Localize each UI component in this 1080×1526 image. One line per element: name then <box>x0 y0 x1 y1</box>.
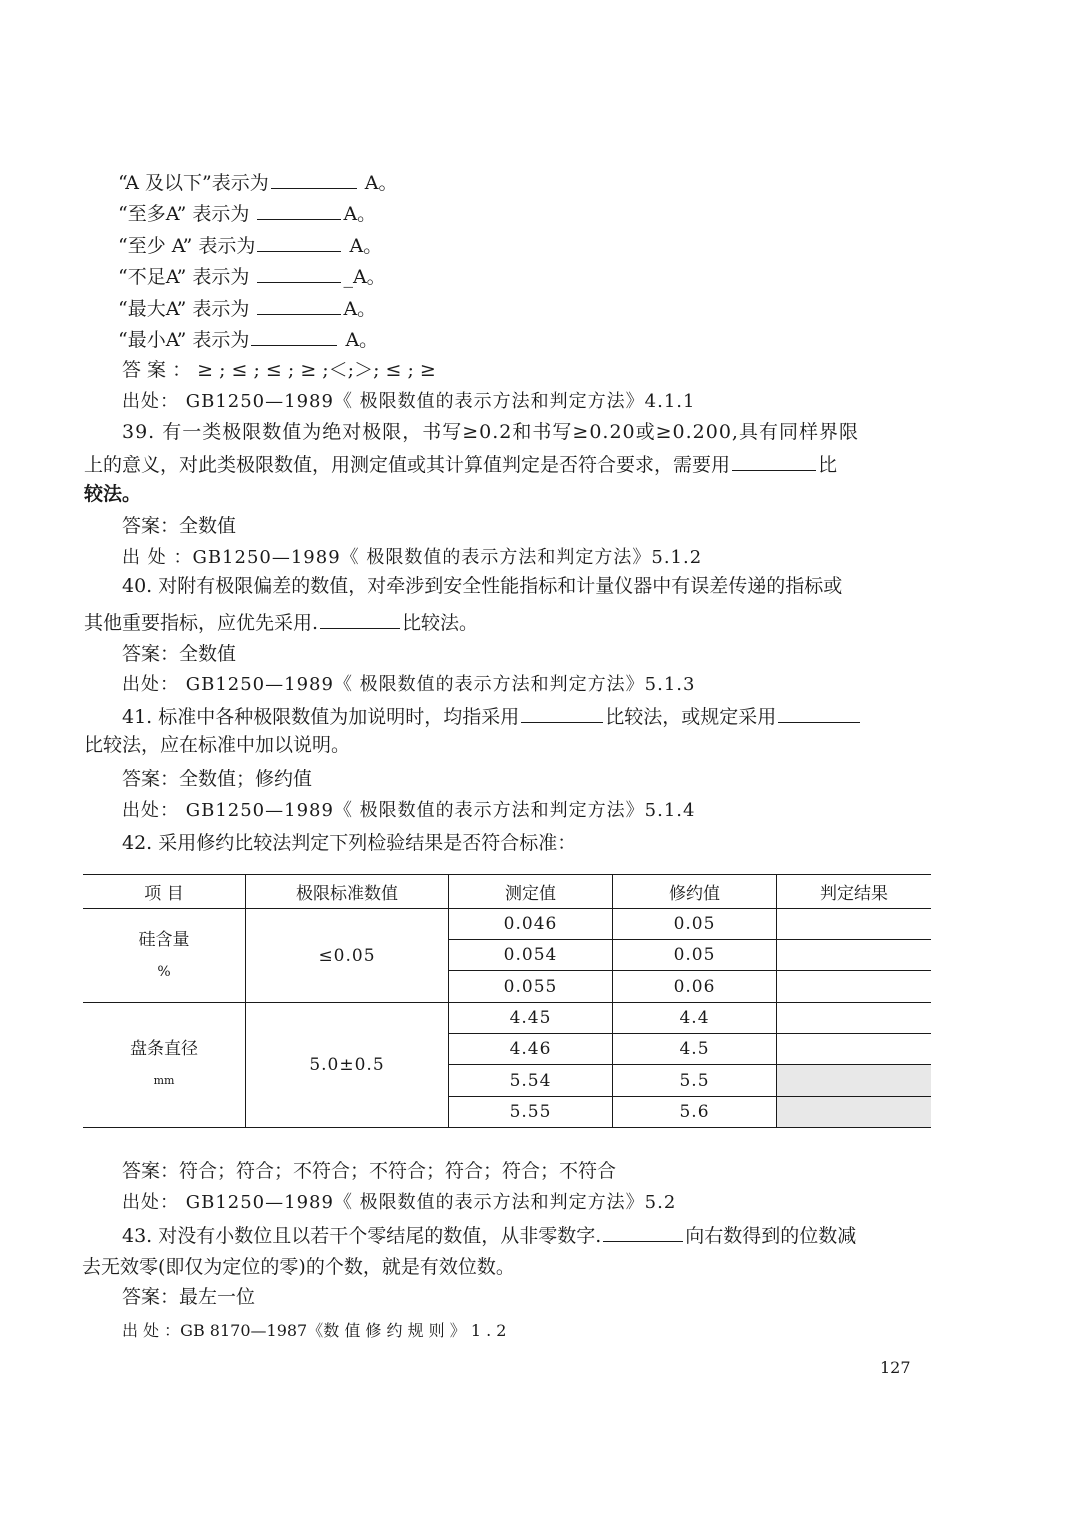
q38-row-3-text: “至少 A” 表示为 <box>118 235 256 257</box>
q41-line-1-text: 41. 标准中各种极限数值为加说明时，均指采用 <box>122 706 520 728</box>
q38-row-1-unit: A。 <box>358 172 398 194</box>
answer-blank[interactable] <box>257 199 341 220</box>
page-number: 127 <box>880 1358 911 1377</box>
q41-line-1 <box>122 702 862 728</box>
answer-blank[interactable] <box>603 1221 683 1242</box>
q38-row-6 <box>118 325 378 351</box>
shaded-cell <box>777 1096 931 1127</box>
q38-row-6-unit: A。 <box>339 329 379 351</box>
group-limit: ≤0.05 <box>318 945 376 966</box>
q38-row-2-text: “至多A” 表示为 <box>118 203 256 225</box>
q40-line-2-text: 其他重要指标，应优先采用. <box>84 612 319 634</box>
rounded-value: 5.5 <box>679 1070 710 1091</box>
q41-source: 出处： GB1250—1989《 极限数值的表示方法和判定方法》5.1.4 <box>122 800 696 821</box>
q38-row-5-unit: A。 <box>343 298 377 320</box>
q38-row-3 <box>118 231 382 257</box>
table-rule <box>83 1127 931 1128</box>
q38-answer: 答 案 ： ≥ ; ≤ ; ≤ ; ≥ ;＜;＞; ≤ ; ≥ <box>122 359 436 381</box>
q41-line-2: 比较法，应在标准中加以说明。 <box>84 734 351 756</box>
q43-line-2: 去无效零(即仅为定位的零)的个数，就是有效位数。 <box>82 1256 515 1278</box>
q39-line-2 <box>84 450 837 476</box>
q43-source: 出 处 ：GB 8170—1987《数 值 修 约 规 则 》 1 . 2 <box>122 1321 507 1340</box>
q40-line-2-tail: 比较法。 <box>402 612 479 634</box>
q38-row-5-text: “最大A” 表示为 <box>118 298 256 320</box>
q38-row-1-text: “A 及以下”表示为 <box>118 172 269 194</box>
group-limit: 5.0±0.5 <box>309 1055 385 1075</box>
q38-row-5 <box>118 294 376 320</box>
q38-row-2-unit: A。 <box>343 203 377 225</box>
rounded-value: 0.06 <box>673 976 716 997</box>
group-item-unit: % <box>157 963 171 980</box>
answer-blank[interactable] <box>271 168 357 189</box>
answer-blank[interactable] <box>257 262 341 283</box>
q38-row-4-text: “不足A” 表示为 <box>118 266 256 288</box>
q40-answer: 答案：全数值 <box>122 643 237 665</box>
shaded-cell <box>777 1065 931 1096</box>
q43-answer: 答案：最左一位 <box>122 1286 256 1308</box>
header-rounded: 修约值 <box>669 884 720 904</box>
q38-row-6-text: “最小A” 表示为 <box>118 329 250 351</box>
measured-value: 4.45 <box>509 1008 552 1028</box>
q39-line-3: 较法。 <box>84 483 142 505</box>
q40-line-1: 40. 对附有极限偏差的数值，对牵涉到安全性能指标和计量仪器中有误差传递的指标或 <box>122 575 843 597</box>
group-item-name: 盘条直径 <box>130 1039 198 1059</box>
q39-answer: 答案：全数值 <box>122 515 237 537</box>
q43-line-1-tail: 向右数得到的位数减 <box>685 1225 857 1247</box>
answer-blank[interactable] <box>320 608 400 629</box>
q40-line-2 <box>84 608 478 634</box>
answer-blank[interactable] <box>257 294 341 315</box>
answer-blank[interactable] <box>257 231 341 252</box>
q42-line-1: 42. 采用修约比较法判定下列检验结果是否符合标准： <box>122 832 577 854</box>
q40-source: 出处： GB1250—1989《 极限数值的表示方法和判定方法》5.1.3 <box>122 674 696 695</box>
rounded-value: 5.6 <box>679 1102 710 1122</box>
q42-answer: 答案：符合；符合；不符合；不符合；符合；符合；不符合 <box>122 1160 617 1182</box>
header-measured: 测定值 <box>505 884 556 904</box>
measured-value: 5.55 <box>509 1102 552 1122</box>
rounded-value: 4.5 <box>679 1039 710 1059</box>
group-item <box>83 909 245 1002</box>
q38-row-1 <box>118 168 398 194</box>
q38-row-4-unit: _A。 <box>343 266 386 288</box>
group-item-unit: mm <box>153 1074 175 1087</box>
answer-blank[interactable] <box>732 450 816 471</box>
measured-value: 0.054 <box>503 945 558 965</box>
answer-blank[interactable] <box>251 325 337 346</box>
rounded-value: 4.4 <box>679 1008 710 1028</box>
answer-blank[interactable] <box>778 702 860 723</box>
rounded-value: 0.05 <box>673 914 716 934</box>
q38-row-3-unit: A。 <box>343 235 383 257</box>
measured-value: 0.055 <box>503 976 558 997</box>
q41-answer: 答案：全数值；修约值 <box>122 768 313 790</box>
header-result: 判定结果 <box>820 884 888 904</box>
q41-line-1-mid: 比较法，或规定采用 <box>605 706 777 728</box>
q39-line-1: 39. 有一类极限数值为绝对极限，书写≥0.2和书写≥0.20或≥0.200,具有同样界限 <box>122 421 859 443</box>
table-rule <box>776 874 777 1127</box>
q38-row-2 <box>118 199 376 225</box>
measured-value: 5.54 <box>509 1070 552 1091</box>
q43-line-1 <box>122 1221 856 1247</box>
q38-source: 出处： GB1250—1989《 极限数值的表示方法和判定方法》4.1.1 <box>122 391 696 412</box>
q43-line-1-text: 43. 对没有小数位且以若干个零结尾的数值，从非零数字. <box>122 1225 602 1247</box>
group-item <box>83 1003 245 1127</box>
q42-source: 出处： GB1250—1989《 极限数值的表示方法和判定方法》5.2 <box>122 1192 677 1213</box>
q39-line-2-tail: 比 <box>818 454 838 476</box>
rounded-value: 0.05 <box>673 945 716 965</box>
header-limit: 极限标准数值 <box>296 884 398 904</box>
q38-row-4 <box>118 262 386 288</box>
measured-value: 0.046 <box>503 914 558 934</box>
measured-value: 4.46 <box>509 1039 552 1059</box>
q39-source: 出 处 ：GB1250—1989《 极限数值的表示方法和判定方法》5.1.2 <box>122 547 703 568</box>
answer-blank[interactable] <box>521 702 603 723</box>
group-item-name: 硅含量 <box>138 929 190 950</box>
header-item: 项 目 <box>144 884 184 904</box>
q39-line-2-text: 上的意义，对此类极限数值，用测定值或其计算值判定是否符合要求，需要用 <box>84 454 731 476</box>
